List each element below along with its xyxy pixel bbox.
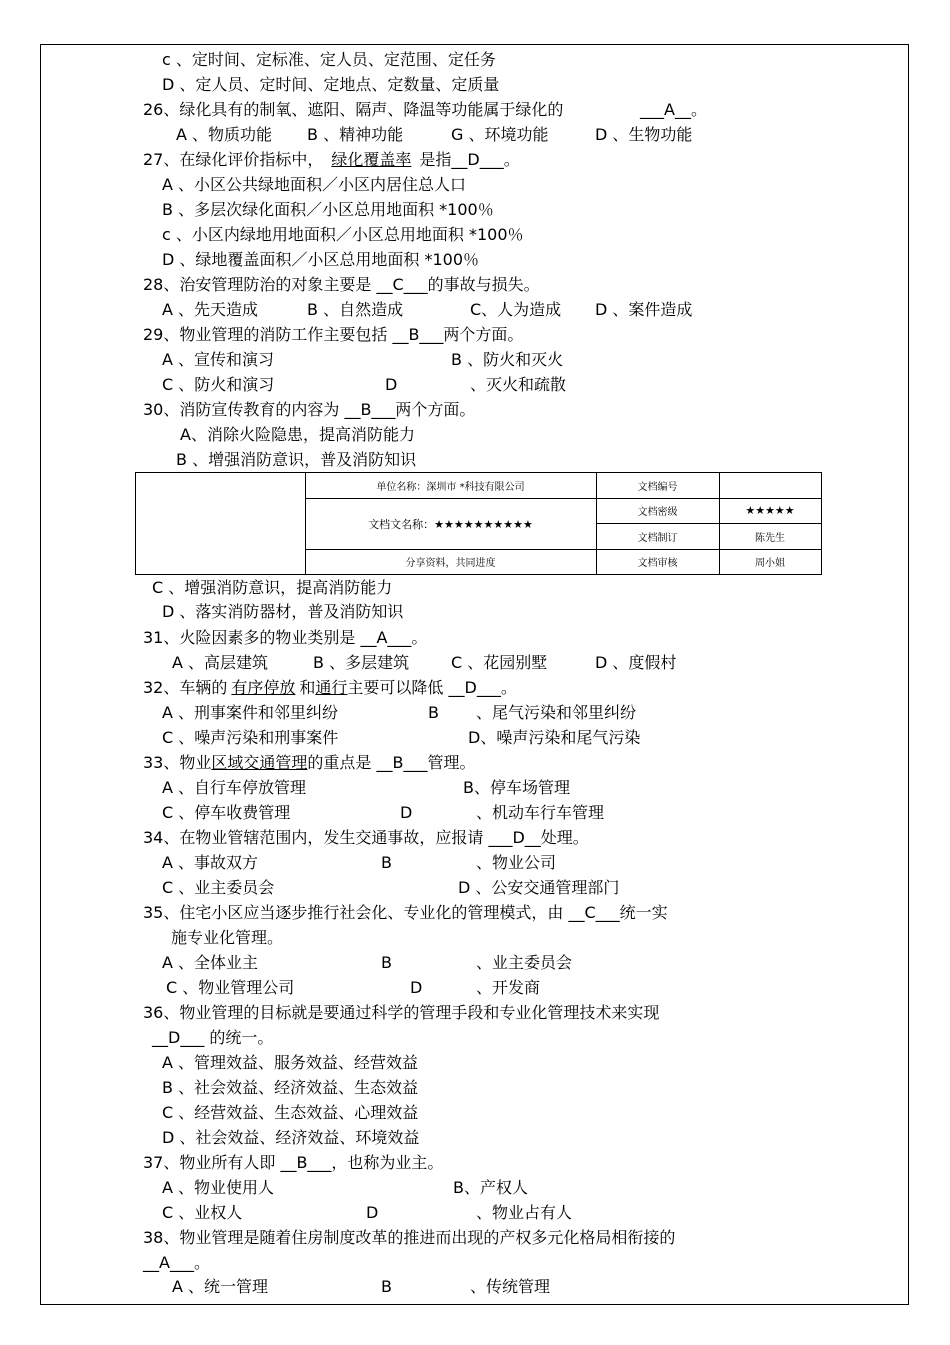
question-31: 31、火险因素多的物业类别是 __A___。 <box>143 628 428 647</box>
doc-level-value: ★★★★★ <box>745 504 795 517</box>
doc-level-label: 文档密级 <box>637 507 678 518</box>
option: B 、多层建筑 <box>313 653 410 672</box>
option: 、物业占有人 <box>476 1203 573 1222</box>
option: A 、物业使用人 <box>162 1178 275 1197</box>
question-38-cont: __A___。 <box>143 1253 210 1272</box>
option: B 、精神功能 <box>307 125 404 144</box>
option: B、产权人 <box>453 1178 528 1197</box>
option: 、物业公司 <box>476 853 557 872</box>
option: A 、全体业主 <box>162 953 259 972</box>
option: C 、花园别墅 <box>451 653 548 672</box>
doc-number-value <box>719 473 821 498</box>
option: A 、刑事案件和邻里纠纷 <box>162 703 339 722</box>
option: C 、物业管理公司 <box>166 978 295 997</box>
option: A 、统一管理 <box>172 1277 269 1296</box>
option: B <box>381 953 392 972</box>
q32-answer: 主要可以降低 __D___。 <box>347 678 517 697</box>
option: B <box>428 703 439 722</box>
question-26: 26、绿化具有的制氧、遮阳、隔声、降温等功能属于绿化的 <box>143 100 564 119</box>
question-28: 28、治安管理防治的对象主要是 __C___的事故与损失。 <box>143 275 540 294</box>
option: 、开发商 <box>476 978 541 997</box>
option: D <box>410 978 423 997</box>
q32-text: 和 <box>299 678 316 697</box>
q32-term: 有序停放 <box>231 678 296 697</box>
document-header-table <box>135 472 822 575</box>
option: C 、停车收费管理 <box>162 803 291 822</box>
q32-text: 32、车辆的 <box>143 678 228 697</box>
option: 、业主委员会 <box>476 953 573 972</box>
doc-author-value: 陈先生 <box>755 532 785 544</box>
option: 、尾气污染和邻里纠纷 <box>476 703 637 722</box>
question-36: 36、物业管理的目标就是要通过科学的管理手段和专业化管理技术来实现 <box>143 1003 660 1022</box>
question-35-cont: 施专业化管理。 <box>171 928 284 947</box>
doc-reviewer-value: 周小姐 <box>755 558 785 569</box>
option-d: D 、定人员、定时间、定地点、定数量、定质量 <box>162 75 500 94</box>
option-c: c 、定时间、定标准、定人员、定范围、定任务 <box>162 50 496 69</box>
question-33 <box>143 753 475 773</box>
option: C 、噪声污染和刑事案件 <box>162 728 339 747</box>
option: D 、落实消防器材，普及消防知识 <box>162 602 404 621</box>
option: B 、自然造成 <box>307 300 404 319</box>
question-29: 29、物业管理的消防工作主要包括 __B___两个方面。 <box>143 325 524 344</box>
option: C 、业主委员会 <box>162 878 275 897</box>
option: A 、宣传和演习 <box>162 350 275 369</box>
doc-reviewer-label: 文档审核 <box>637 558 678 569</box>
question-35: 35、住宅小区应当逐步推行社会化、专业化的管理模式，由 __C___统一实 <box>143 903 668 922</box>
option: B <box>381 853 392 872</box>
option: C 、防火和演习 <box>162 375 275 394</box>
option: B 、防火和灭火 <box>451 350 564 369</box>
option: D、噪声污染和尾气污染 <box>468 728 641 747</box>
option: B、停车场管理 <box>463 778 570 797</box>
q27-answer: 是指__D___。 <box>419 150 520 169</box>
option: D 、生物功能 <box>595 125 693 144</box>
option: B 、增强消防意识，普及消防知识 <box>176 450 417 469</box>
option: D 、绿地覆盖面积／小区总用地面积 *100％ <box>162 250 480 269</box>
option: D <box>385 375 398 394</box>
q33-term: 区域交通管理 <box>211 753 308 772</box>
option: B <box>381 1277 392 1296</box>
option: B 、多层次绿化面积／小区总用地面积 *100％ <box>162 200 494 219</box>
option: C 、增强消防意识，提高消防能力 <box>152 578 393 597</box>
q32-term: 通行 <box>315 678 348 697</box>
question-36-cont: __D___ 的统一。 <box>152 1028 274 1047</box>
question-32 <box>143 678 517 698</box>
option: B 、社会效益、经济效益、生态效益 <box>162 1078 419 1097</box>
option: 、机动车行车管理 <box>476 803 605 822</box>
option: 、传统管理 <box>470 1277 551 1296</box>
option: A 、物质功能 <box>176 125 273 144</box>
q33-answer: 的重点是 __B___管理。 <box>307 753 476 772</box>
option: A 、事故双方 <box>162 853 259 872</box>
share-note: 分享资料，共同进度 <box>405 558 496 569</box>
q27-term: 绿化覆盖率 <box>331 150 412 169</box>
doc-author-label: 文档制订 <box>637 532 678 544</box>
question-38: 38、物业管理是随着住房制度改革的推进而出现的产权多元化格局相衔接的 <box>143 1228 676 1247</box>
question-37: 37、物业所有人即 __B___，也称为业主。 <box>143 1153 444 1172</box>
unit-name: 单位名称：深圳市 *科技有限公司 <box>376 482 525 493</box>
q33-text: 33、物业 <box>143 753 212 772</box>
option: D 、案件造成 <box>595 300 693 319</box>
option: D <box>366 1203 379 1222</box>
option: c 、小区内绿地用地面积／小区总用地面积 *100％ <box>162 225 524 244</box>
option: C、人为造成 <box>470 300 562 319</box>
option: A 、自行车停放管理 <box>162 778 307 797</box>
question-30: 30、消防宣传教育的内容为 __B___两个方面。 <box>143 400 476 419</box>
option: D <box>400 803 413 822</box>
option: A 、高层建筑 <box>172 653 269 672</box>
answer-26: ___A__。 <box>640 100 707 119</box>
option: D 、社会效益、经济效益、环境效益 <box>162 1128 420 1147</box>
option: G 、环境功能 <box>451 125 549 144</box>
option: D 、度假村 <box>595 653 677 672</box>
question-34: 34、在物业管辖范围内，发生交通事故，应报请 ___D__处理。 <box>143 828 589 847</box>
option: A、消除火险隐患，提高消防能力 <box>180 425 415 444</box>
option: D 、公安交通管理部门 <box>458 878 620 897</box>
q27-text: 27、在绿化评价指标中， <box>143 150 324 169</box>
option: C 、经营效益、生态效益、心理效益 <box>162 1103 419 1122</box>
document-name: 文档文名称：★★★★★★★★★★ <box>368 517 533 531</box>
option: C 、业权人 <box>162 1203 243 1222</box>
option: A 、先天造成 <box>162 300 259 319</box>
option: A 、小区公共绿地面积／小区内居住总人口 <box>162 175 467 194</box>
option: 、灭火和疏散 <box>470 375 567 394</box>
option: A 、管理效益、服务效益、经营效益 <box>162 1053 419 1072</box>
doc-number-label: 文档编号 <box>637 482 678 493</box>
question-27 <box>143 150 520 170</box>
